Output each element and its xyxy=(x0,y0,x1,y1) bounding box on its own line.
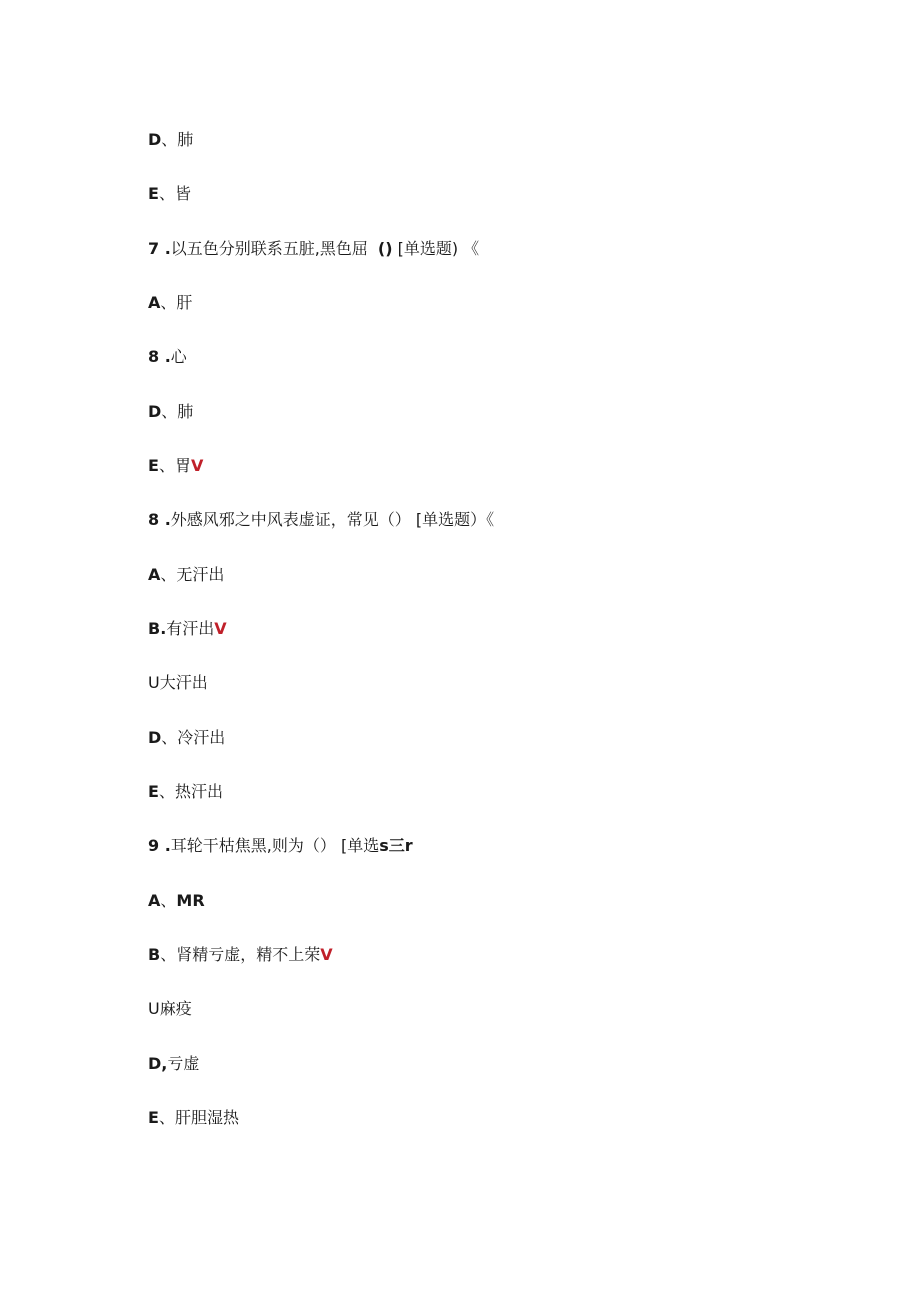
option-c-line xyxy=(148,673,208,693)
question-number: 7 xyxy=(148,239,160,258)
option-letter: D xyxy=(148,1054,162,1073)
option-d-line xyxy=(148,402,193,422)
correct-mark: V xyxy=(320,945,333,964)
option-letter: E xyxy=(148,184,159,203)
option-text: U麻疫 xyxy=(148,999,192,1018)
option-d-line xyxy=(148,1054,199,1074)
option-separator: 、 xyxy=(160,945,177,964)
option-separator: . xyxy=(160,619,167,638)
question-type: [单选题) 《 xyxy=(392,239,480,258)
correct-mark: V xyxy=(190,456,204,475)
option-e-line xyxy=(148,782,223,802)
option-e-line xyxy=(148,456,203,476)
option-text: 心 xyxy=(170,347,187,366)
option-text: 冷汗出 xyxy=(177,728,226,747)
question-text: 耳轮干枯焦黑,则为（） [单选 xyxy=(170,836,380,855)
question-number: 9 xyxy=(148,836,160,855)
option-letter: A xyxy=(148,293,161,312)
option-letter: D xyxy=(148,402,162,421)
option-text: 胃 xyxy=(174,456,191,475)
option-text: U大汗出 xyxy=(148,673,208,692)
option-letter: D xyxy=(148,728,162,747)
option-letter: B xyxy=(148,945,161,964)
option-8-line xyxy=(148,347,187,367)
question-text: 外感风邪之中风表虚证，常见（） [单选题）《 xyxy=(170,510,495,529)
option-a-line xyxy=(148,293,192,313)
option-text: 肺 xyxy=(177,402,194,421)
option-separator: 、 xyxy=(161,728,178,747)
correct-mark: V xyxy=(214,619,227,638)
option-a-line xyxy=(148,565,224,585)
option-letter: D xyxy=(148,130,162,149)
question-type-garbled: s三r xyxy=(379,836,413,855)
option-c-line xyxy=(148,999,192,1019)
option-a-line xyxy=(148,891,205,911)
option-b-line xyxy=(148,619,227,639)
option-text: 肺 xyxy=(177,130,194,149)
option-separator: 、 xyxy=(160,565,177,584)
option-separator: 、 xyxy=(160,891,177,910)
question-separator: . xyxy=(159,239,171,258)
option-text: 皆 xyxy=(174,184,191,203)
question-separator: . xyxy=(159,836,171,855)
option-d-line xyxy=(148,728,225,748)
option-separator: 、 xyxy=(158,184,175,203)
option-text: 肝胆湿热 xyxy=(174,1108,239,1127)
option-separator: 、 xyxy=(158,456,175,475)
option-separator: , xyxy=(161,1054,168,1073)
question-text: 以五色分别联系五脏,黑色屈 xyxy=(170,239,368,258)
option-e-line xyxy=(148,184,191,204)
option-letter: E xyxy=(148,456,159,475)
option-text: 热汗出 xyxy=(174,782,223,801)
question-separator: . xyxy=(159,510,171,529)
option-text: MR xyxy=(176,891,205,910)
option-letter: B xyxy=(148,619,161,638)
option-text: 肝 xyxy=(176,293,193,312)
option-text: 有汗出 xyxy=(166,619,215,638)
option-separator: 、 xyxy=(161,130,178,149)
option-separator: 、 xyxy=(160,293,177,312)
question-9 xyxy=(148,836,413,856)
option-separator: 、 xyxy=(158,1108,175,1127)
option-text: 无汗出 xyxy=(176,565,225,584)
option-e-line xyxy=(148,1108,239,1128)
question-8 xyxy=(148,510,494,530)
question-7 xyxy=(148,239,479,259)
option-letter: 8 xyxy=(148,347,160,366)
answer-blank: () xyxy=(377,239,393,258)
option-b-line xyxy=(148,945,333,965)
option-letter: E xyxy=(148,782,159,801)
option-d-line xyxy=(148,130,193,150)
question-number: 8 xyxy=(148,510,160,529)
option-text: 亏虚 xyxy=(167,1054,200,1073)
option-separator: 、 xyxy=(158,782,175,801)
option-letter: E xyxy=(148,1108,159,1127)
option-letter: A xyxy=(148,565,161,584)
option-separator: 、 xyxy=(161,402,178,421)
option-separator: . xyxy=(159,347,171,366)
option-letter: A xyxy=(148,891,161,910)
option-text: 肾精亏虚，精不上荣 xyxy=(176,945,321,964)
